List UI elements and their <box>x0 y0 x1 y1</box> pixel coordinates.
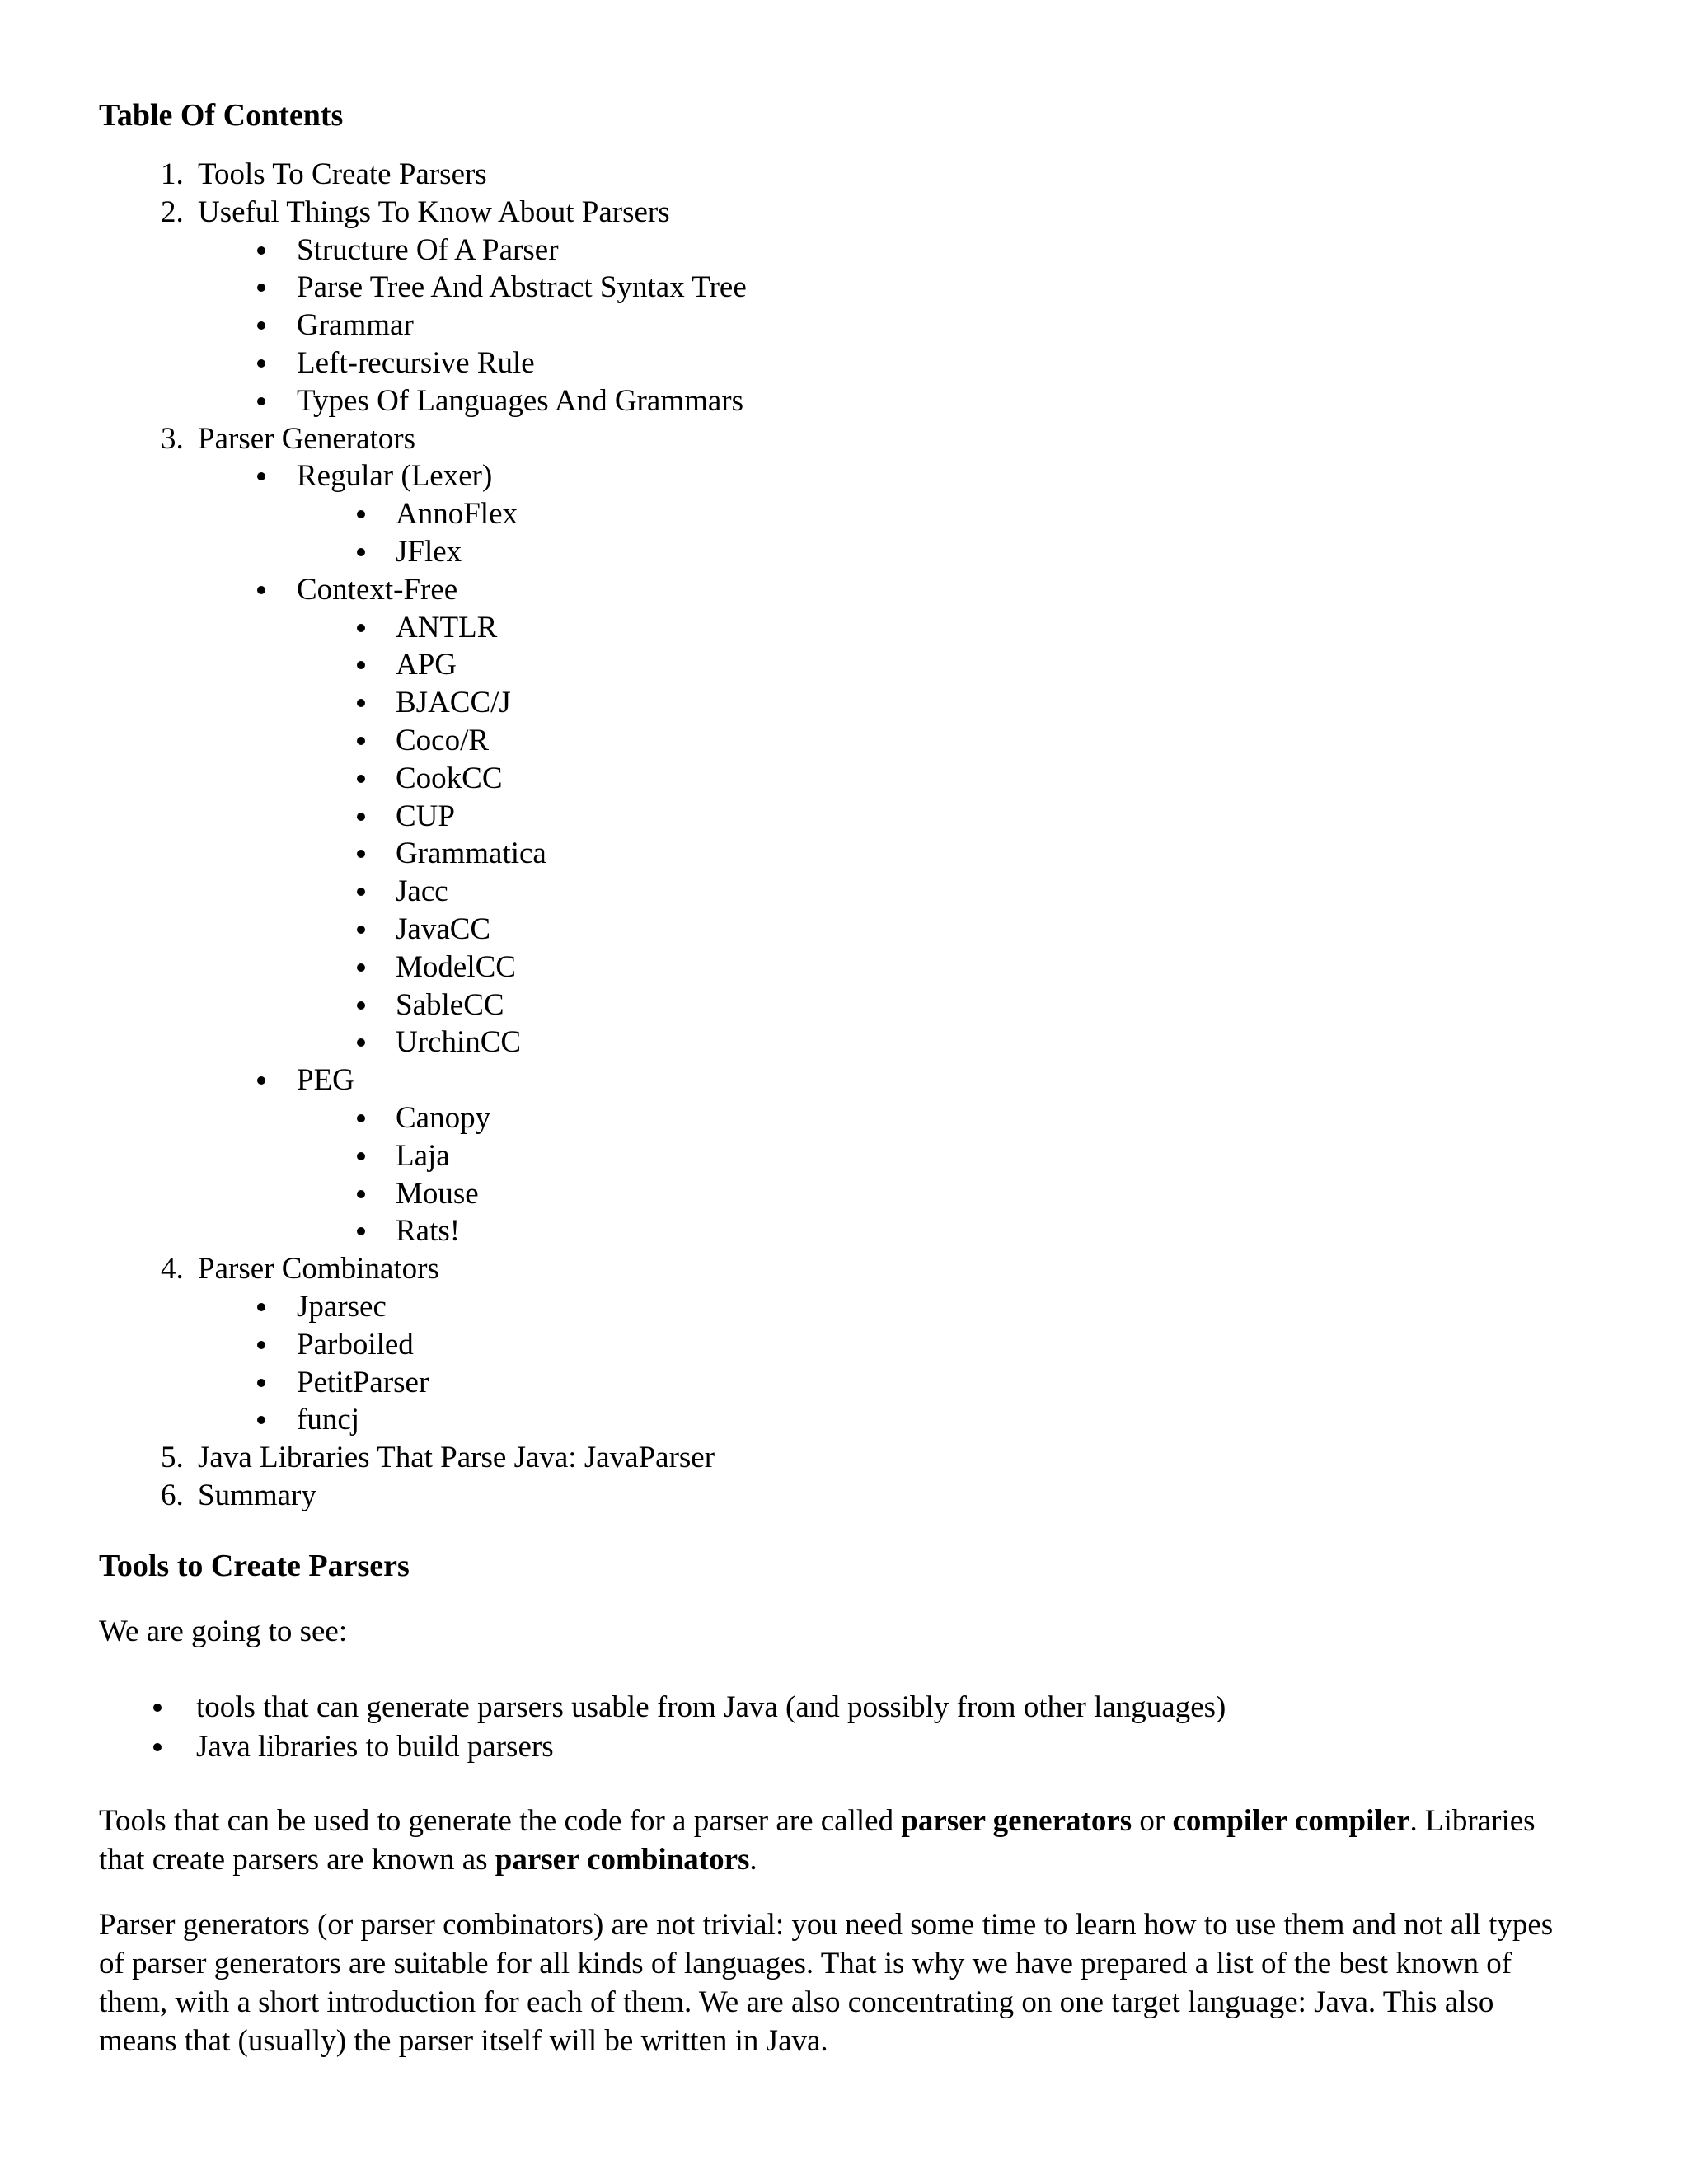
toc-item[interactable]: Parse Tree And Abstract Syntax Tree <box>297 270 747 304</box>
toc-number: 3. <box>161 422 184 456</box>
term-parser-generators: parser generators <box>901 1804 1132 1838</box>
bullet-icon <box>257 1379 265 1387</box>
toc-item[interactable]: Structure Of A Parser <box>297 233 559 267</box>
toc-item[interactable]: Coco/R <box>396 724 490 757</box>
toc-item[interactable]: AnnoFlex <box>396 497 518 531</box>
bullet-icon <box>357 1190 365 1198</box>
bullet-icon <box>257 586 265 594</box>
bullet-icon <box>257 1341 265 1349</box>
bullet-icon <box>357 888 365 896</box>
toc-item[interactable]: CUP <box>396 799 455 833</box>
toc-item[interactable]: Grammatica <box>396 837 546 870</box>
toc-item[interactable]: Laja <box>396 1139 450 1173</box>
bullet-icon <box>257 1416 265 1424</box>
toc-number: 2. <box>161 195 184 229</box>
bullet-icon <box>257 472 265 480</box>
bullet-icon <box>257 321 265 330</box>
bullet-icon <box>357 699 365 707</box>
toc-item[interactable]: Parser Generators <box>198 422 416 456</box>
toc-number: 1. <box>161 157 184 191</box>
toc-item[interactable]: Context-Free <box>297 573 458 607</box>
toc-item[interactable]: Mouse <box>396 1177 479 1211</box>
toc-item[interactable]: Tools To Create Parsers <box>198 157 487 191</box>
bullet-icon <box>257 246 265 255</box>
toc-item[interactable]: Parser Combinators <box>198 1252 439 1286</box>
p1-text: or <box>1132 1804 1173 1838</box>
bullet-icon <box>257 1076 265 1085</box>
bullet-icon <box>257 397 265 405</box>
bullet-icon <box>357 661 365 669</box>
bullet-icon <box>357 1152 365 1160</box>
bullet-icon <box>357 926 365 934</box>
toc-item[interactable]: APG <box>396 648 457 682</box>
bullet-icon <box>257 284 265 292</box>
p1-text: Tools that can be used to generate the code for a parser are called <box>99 1804 902 1838</box>
bullet-icon <box>357 1227 365 1235</box>
toc-item[interactable]: CookCC <box>396 762 503 795</box>
toc-item[interactable]: ANTLR <box>396 611 498 644</box>
section-bullet: Java libraries to build parsers <box>196 1730 554 1764</box>
toc-item[interactable]: Jacc <box>396 874 448 908</box>
section-bullet: tools that can generate parsers usable from Java (and possibly from other languages) <box>196 1690 1226 1724</box>
toc-item[interactable]: Canopy <box>396 1101 491 1135</box>
toc-item[interactable]: Grammar <box>297 308 414 342</box>
toc-item[interactable]: Types Of Languages And Grammars <box>297 384 743 418</box>
toc-item[interactable]: Summary <box>198 1479 316 1512</box>
bullet-icon <box>357 850 365 858</box>
toc-number: 5. <box>161 1441 184 1474</box>
toc-item[interactable]: Useful Things To Know About Parsers <box>198 195 670 229</box>
paragraph-intro-list: Parser generators (or parser combinators) are not trivial: you need some time to learn how to use them and not all types of parser generators are suitable for all kinds of languages. That is why we have prepared a list of the best known of them, with a short introduction for each of them. We are also concentrating on one target language: Java. This also means that (usually) the parser itself will be written in Java. <box>99 1908 1554 2058</box>
section-intro: We are going to see: <box>99 1615 348 1648</box>
bullet-icon <box>357 1001 365 1010</box>
p1-text: . <box>749 1843 757 1877</box>
bullet-icon <box>153 1704 162 1712</box>
bullet-icon <box>357 510 365 518</box>
toc-title: Table Of Contents <box>99 98 344 133</box>
toc-number: 4. <box>161 1252 184 1286</box>
toc-item[interactable]: Left-recursive Rule <box>297 346 535 380</box>
toc-item[interactable]: Rats! <box>396 1214 461 1248</box>
toc-item[interactable]: Regular (Lexer) <box>297 459 493 493</box>
bullet-icon <box>257 359 265 368</box>
bullet-icon <box>357 813 365 821</box>
p1-text: . Libraries that create parsers are known as <box>99 1804 1536 1877</box>
bullet-icon <box>153 1743 162 1751</box>
term-compiler-compiler: compiler compiler <box>1172 1804 1410 1838</box>
section-title: Tools to Create Parsers <box>99 1549 410 1583</box>
toc-item[interactable]: Parboiled <box>297 1328 414 1361</box>
toc-item[interactable]: JavaCC <box>396 912 491 946</box>
bullet-icon <box>357 1114 365 1122</box>
bullet-icon <box>357 1038 365 1047</box>
toc-item[interactable]: SableCC <box>396 988 504 1022</box>
toc-item[interactable]: Jparsec <box>297 1290 387 1324</box>
bullet-icon <box>357 624 365 632</box>
bullet-icon <box>357 963 365 972</box>
toc-item[interactable]: BJACC/J <box>396 686 511 719</box>
bullet-icon <box>257 1303 265 1311</box>
paragraph-parser-generators <box>99 1802 1566 1879</box>
toc-item[interactable]: UrchinCC <box>396 1025 522 1059</box>
toc-number: 6. <box>161 1479 184 1512</box>
toc-item[interactable]: funcj <box>297 1403 360 1436</box>
toc-item[interactable]: ModelCC <box>396 950 516 984</box>
toc-item[interactable]: PEG <box>297 1063 354 1097</box>
term-parser-combinators: parser combinators <box>495 1843 750 1877</box>
toc-item[interactable]: JFlex <box>396 535 462 569</box>
bullet-icon <box>357 775 365 783</box>
toc-item[interactable]: PetitParser <box>297 1366 429 1399</box>
bullet-icon <box>357 737 365 745</box>
bullet-icon <box>357 548 365 556</box>
toc-item[interactable]: Java Libraries That Parse Java: JavaParser <box>198 1441 715 1474</box>
